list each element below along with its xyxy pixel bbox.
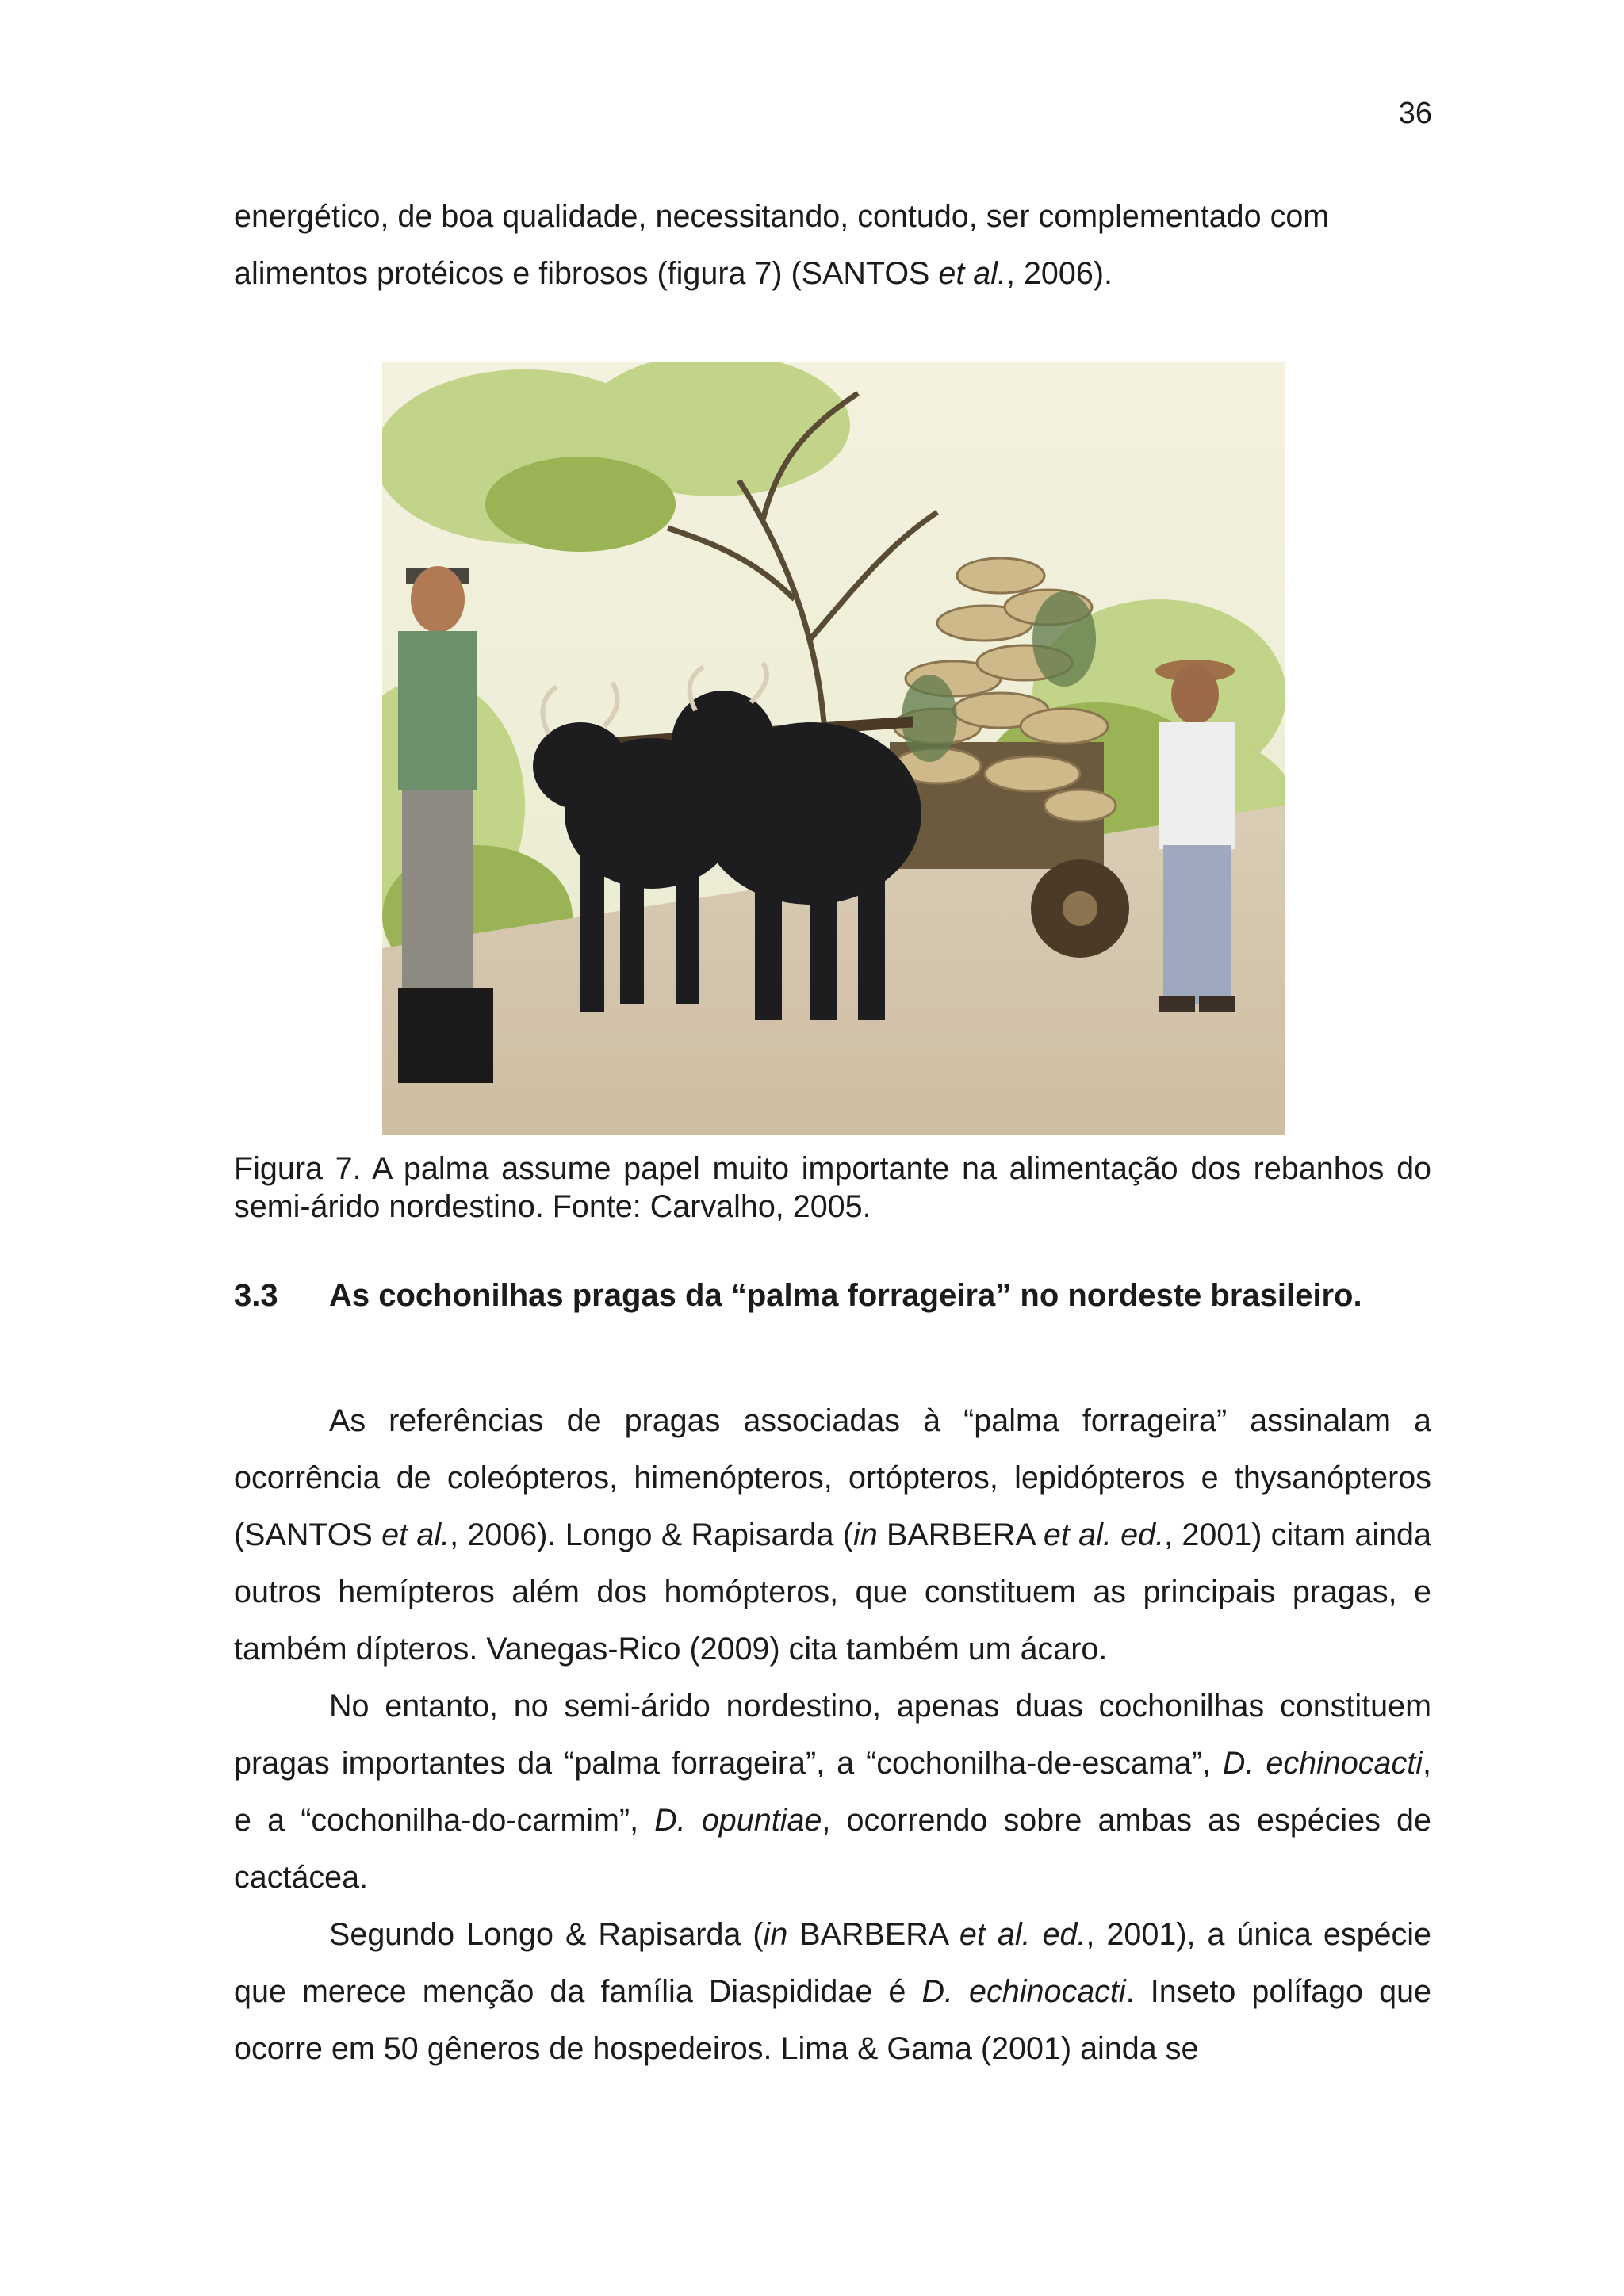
intro-line-1: energético, de boa qualidade, necessitando, contudo, ser complementado com [234,199,1330,234]
paragraph-1: As referências de pragas associadas à “palma forrageira” assinalam a ocorrência de coleópteros, himenópteros, ortópteros, lepidópteros e thysanópteros (SANTOS et al., 2006). Longo & Rapisarda (in BARBERA et al. ed., 2001) citam ainda outros hemípteros além dos homópteros, que constituem as principais pragas, e também dípteros. Vanegas-Rico (2009) cita também um ácaro. [234,1403,1431,1667]
paragraph-2: No entanto, no semi-árido nordestino, apenas duas cochonilhas constituem pragas importantes da “palma forrageira”, a “cochonilha-de-escama”, D. echinocacti, e a “cochonilha-do-carmim”, D. opuntiae, ocorrendo sobre ambas as espécies de cactácea. [234,1689,1432,1895]
body-paragraphs [234,1392,1431,2077]
page-number: 36 [1398,97,1432,130]
section-heading [234,1278,1362,1314]
section-title: As cochonilhas pragas da “palma forrageira” no nordeste brasileiro. [329,1278,1362,1313]
figure-caption: Figura 7. A palma assume papel muito importante na alimentação dos rebanhos do semi-árido nordestino. Fonte: Carvalho, 2005. [234,1151,1431,1224]
figure-photo [382,362,1285,1135]
section-number: 3.3 [234,1278,278,1313]
intro-paragraph [234,188,1431,302]
intro-line-2: alimentos protéicos e fibrosos (figura 7) (SANTOS et al., 2006). [234,256,1113,291]
paragraph-3: Segundo Longo & Rapisarda (in BARBERA et al. ed., 2001), a única espécie que merece menção da família Diaspididae é D. echinocacti. Inseto polífago que ocorre em 50 gêneros de hospedeiros. Lima & Gama (2001) ainda se [234,1917,1432,2066]
